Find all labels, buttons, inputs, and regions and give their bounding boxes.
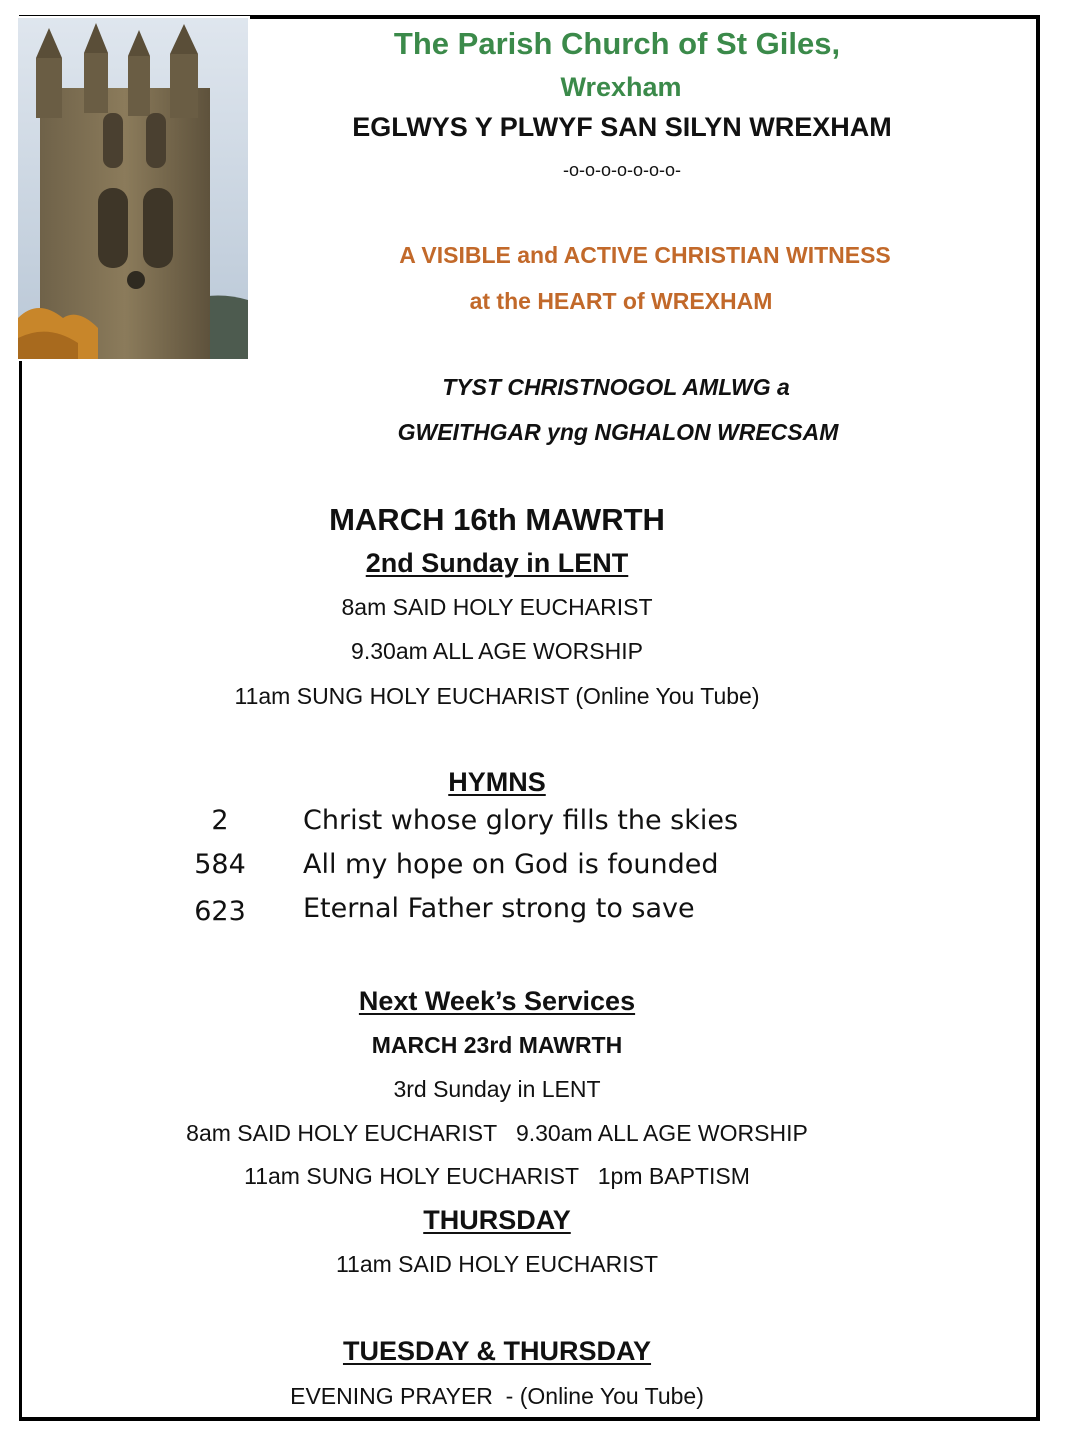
church-tower-image: [18, 18, 248, 359]
next-week-heading: Next Week’s Services: [358, 986, 636, 1016]
separator: -o-o-o-o-o-o-o-: [562, 160, 682, 180]
welsh-motto-line-1: TYST CHRISTNOGOL AMLWG a: [442, 374, 790, 400]
motto-line-1: A VISIBLE and ACTIVE CHRISTIAN WITNESS: [399, 242, 891, 268]
service-1: 8am SAID HOLY EUCHARIST: [341, 594, 653, 620]
church-title: The Parish Church of St Giles,: [393, 26, 841, 61]
next-week-occasion: 3rd Sunday in LENT: [393, 1076, 601, 1102]
hymns-heading: HYMNS: [448, 767, 546, 797]
church-tower-photo: [16, 16, 250, 361]
service-2: 9.30am ALL AGE WORSHIP: [351, 638, 643, 664]
hymn-number: 584: [194, 849, 246, 880]
hymn-number: 623: [194, 896, 246, 927]
next-week-services-1: 8am SAID HOLY EUCHARIST 9.30am ALL AGE WORSHIP: [186, 1120, 808, 1146]
motto-line-2: at the HEART of WREXHAM: [469, 288, 773, 314]
thursday-service: 11am SAID HOLY EUCHARIST: [335, 1251, 659, 1277]
welsh-title: EGLWYS Y PLWYF SAN SILYN WREXHAM: [352, 112, 892, 142]
hymn-title: All my hope on God is founded: [303, 849, 719, 880]
tue-thu-service: EVENING PRAYER - (Online You Tube): [290, 1383, 704, 1409]
welsh-motto-line-2: GWEITHGAR yng NGHALON WRECSAM: [397, 419, 839, 445]
service-occasion: 2nd Sunday in LENT: [365, 548, 629, 578]
next-week-services-2: 11am SUNG HOLY EUCHARIST 1pm BAPTISM: [244, 1163, 750, 1189]
hymn-title: Eternal Father strong to save: [303, 893, 695, 924]
tue-thu-heading: TUESDAY & THURSDAY: [342, 1336, 652, 1366]
church-location: Wrexham: [560, 72, 682, 102]
thursday-heading: THURSDAY: [423, 1205, 571, 1235]
hymn-title: Christ whose glory fills the skies: [303, 805, 739, 836]
service-date: MARCH 16th MAWRTH: [329, 502, 665, 537]
service-3: 11am SUNG HOLY EUCHARIST (Online You Tube): [234, 683, 760, 709]
next-week-date: MARCH 23rd MAWRTH: [371, 1032, 623, 1058]
hymn-number: 2: [211, 805, 229, 836]
